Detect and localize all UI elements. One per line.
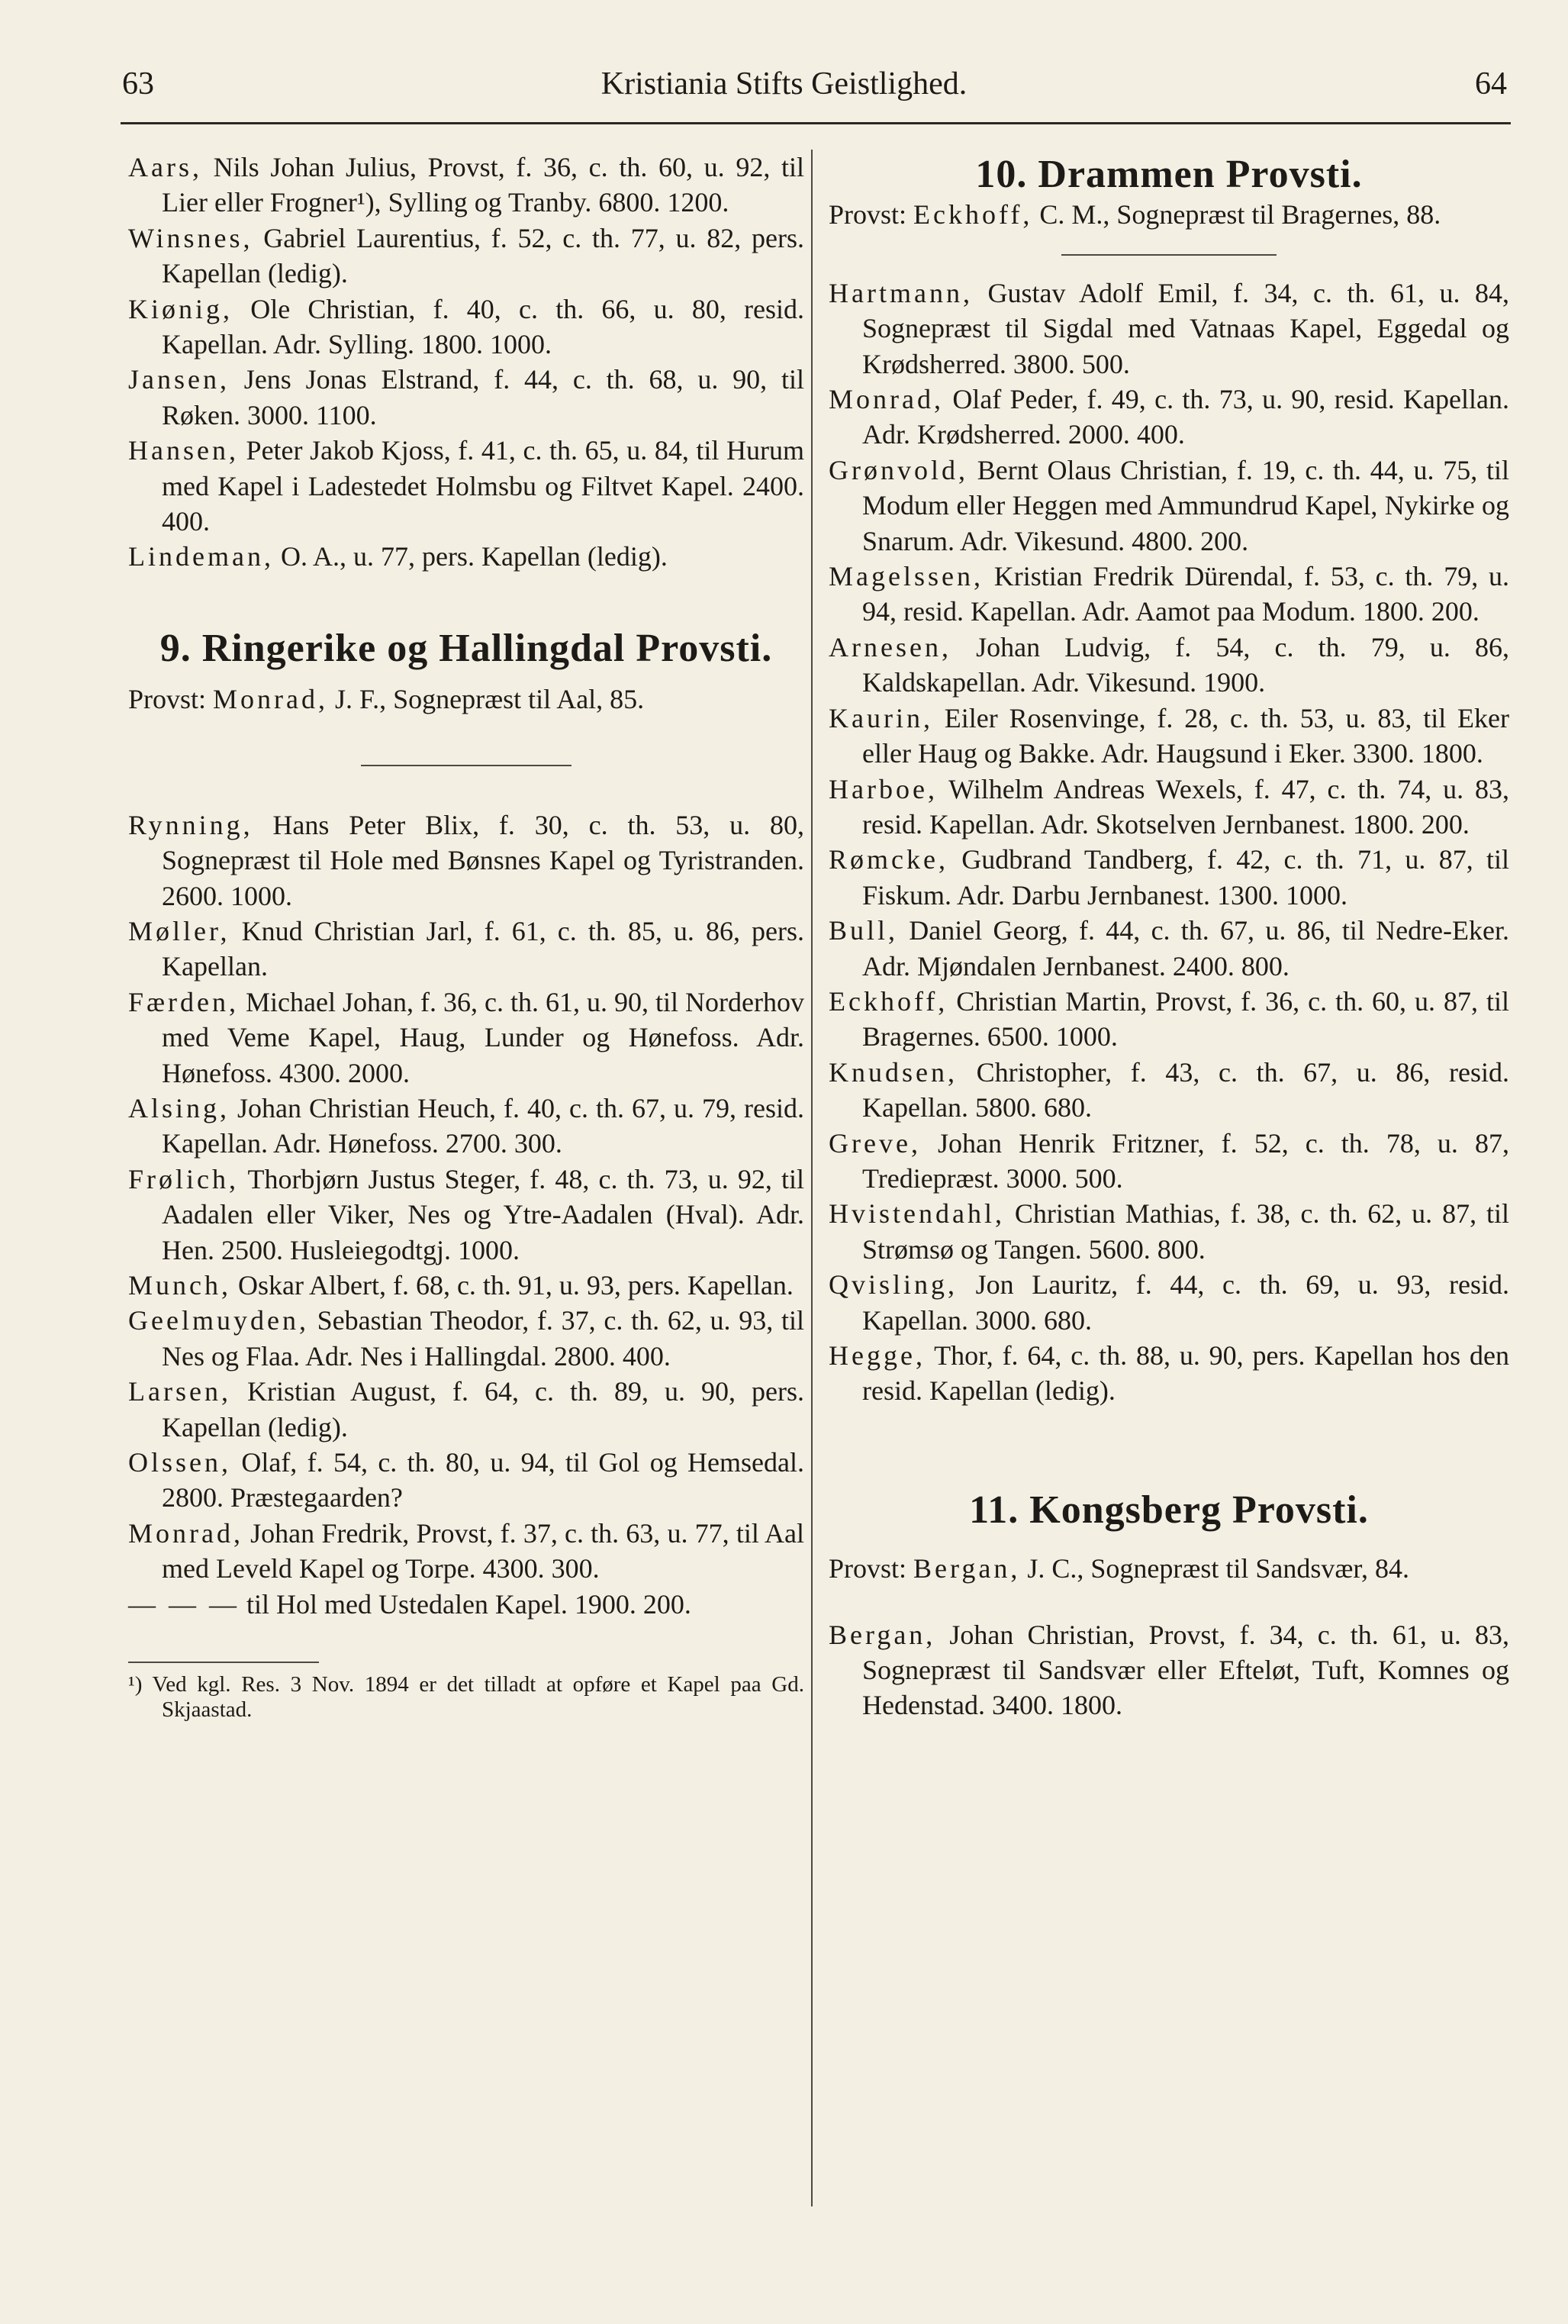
clergy-surname: Bergan, xyxy=(829,1619,936,1650)
clergy-entry xyxy=(829,913,1509,984)
entry-list-drammen-start xyxy=(128,150,804,575)
clergy-details: Thorbjørn Justus Steger, f. 48, c. th. 73, u. 92, til Aadalen eller Viker, Nes og Ytre-Aadalen (Hval). Adr. Hen. 2500. Husleiegodtgj. 1000. xyxy=(162,1163,804,1265)
clergy-details: Hans Peter Blix, f. 30, c. th. 53, u. 80, Sognepræst til Hole med Bønsnes Kapel og Tyristranden. 2600. 1000. xyxy=(162,809,804,911)
clergy-surname: Hartmann, xyxy=(829,277,973,308)
provst-label: Provst: xyxy=(829,199,907,230)
column-divider xyxy=(811,150,813,2206)
clergy-surname: — — — xyxy=(128,1588,240,1620)
clergy-details: Knud Christian Jarl, f. 61, c. th. 85, u. 86, pers. Kapellan. xyxy=(162,915,804,982)
clergy-entry xyxy=(829,1126,1509,1197)
clergy-surname: Jansen, xyxy=(128,364,230,395)
clergy-details: Christian Martin, Provst, f. 36, c. th. 60, u. 87, til Bragernes. 6500. 1000. xyxy=(862,985,1509,1052)
clergy-entry xyxy=(128,433,804,539)
clergy-entry xyxy=(829,772,1509,843)
left-column xyxy=(128,150,804,1723)
clergy-surname: Bull, xyxy=(829,915,899,946)
provst-line-11 xyxy=(829,1551,1509,1586)
clergy-surname: Olssen, xyxy=(128,1447,231,1478)
clergy-entry xyxy=(829,701,1509,772)
clergy-surname: Kaurin, xyxy=(829,702,933,733)
clergy-entry xyxy=(128,150,804,221)
clergy-details: Johan Fredrik, Provst, f. 37, c. th. 63, u. 77, til Aal med Leveld Kapel og Torpe. 4300. 300. xyxy=(162,1517,804,1584)
clergy-entry xyxy=(128,807,804,914)
clergy-surname: Alsing, xyxy=(128,1092,230,1123)
clergy-surname: Greve, xyxy=(829,1127,921,1159)
clergy-entry xyxy=(829,630,1509,701)
clergy-surname: Geelmuyden, xyxy=(128,1305,309,1336)
clergy-surname: Larsen, xyxy=(128,1376,231,1407)
clergy-details: Johan Christian, Provst, f. 34, c. th. 61, u. 83, Sognepræst til Sandsvær eller Efteløt, Tuft, Komnes og Hedenstad. 3400. 1800. xyxy=(862,1619,1509,1721)
clergy-details: Jens Jonas Elstrand, f. 44, c. th. 68, u. 90, til Røken. 3000. 1100. xyxy=(162,364,804,430)
clergy-details: Olaf, f. 54, c. th. 80, u. 94, til Gol og Hemsedal. 2800. Præstegaarden? xyxy=(162,1447,804,1513)
clergy-details: Kristian August, f. 64, c. th. 89, u. 90, pers. Kapellan (ledig). xyxy=(162,1376,804,1442)
clergy-surname: Rømcke, xyxy=(829,844,948,875)
clergy-surname: Hvistendahl, xyxy=(829,1198,1005,1230)
clergy-entry xyxy=(829,559,1509,630)
clergy-entry xyxy=(128,292,804,363)
clergy-surname: Qvisling, xyxy=(829,1269,958,1301)
entry-list-kongsberg xyxy=(829,1617,1509,1723)
clergy-surname: Arnesen, xyxy=(829,631,951,662)
clergy-details: Johan Henrik Fritzner, f. 52, c. th. 78, u. 87, Trediepræst. 3000. 500. xyxy=(862,1127,1509,1194)
clergy-entry xyxy=(128,362,804,433)
clergy-surname: Hansen, xyxy=(128,435,239,466)
right-column xyxy=(829,150,1509,1723)
clergy-surname: Møller, xyxy=(128,915,230,946)
section-heading-10: 10. Drammen Provsti. xyxy=(975,153,1363,196)
clergy-entry xyxy=(128,1303,804,1374)
clergy-surname: Lindeman, xyxy=(128,541,274,572)
provst-details: J. F., Sognepræst til Aal, 85. xyxy=(328,684,645,715)
clergy-details: Christopher, f. 43, c. th. 67, u. 86, resid. Kapellan. 5800. 680. xyxy=(862,1056,1509,1123)
clergy-details: Olaf Peder, f. 49, c. th. 73, u. 90, resid. Kapellan. Adr. Krødsherred. 2000. 400. xyxy=(862,384,1509,450)
clergy-entry xyxy=(829,276,1509,382)
clergy-entry xyxy=(829,1196,1509,1267)
provst-label: Provst: xyxy=(128,684,207,715)
clergy-surname: Frølich, xyxy=(128,1163,239,1194)
clergy-entry xyxy=(829,1617,1509,1723)
clergy-surname: Winsnes, xyxy=(128,222,253,253)
clergy-surname: Harboe, xyxy=(829,773,938,804)
section-heading-9: 9. Ringerike og Hallingdal Provsti. xyxy=(159,626,773,670)
clergy-details: Oskar Albert, f. 68, c. th. 91, u. 93, pers. Kapellan. xyxy=(231,1269,794,1301)
clergy-surname: Magelssen, xyxy=(829,561,984,592)
clergy-details: Gudbrand Tandberg, f. 42, c. th. 71, u. 87, til Fiskum. Adr. Darbu Jernbanest. 1300. 1000. xyxy=(862,844,1509,911)
clergy-entry xyxy=(128,1268,804,1303)
clergy-entry xyxy=(128,539,804,574)
entry-list-ringerike xyxy=(128,807,804,1622)
clergy-surname: Aars, xyxy=(128,152,202,182)
clergy-surname: Eckhoff, xyxy=(829,985,948,1017)
clergy-details: Gustav Adolf Emil, f. 34, c. th. 61, u. 84, Sognepræst til Sigdal med Vatnaas Kapel, Eggedal og Krødsherred. 3800. 500. xyxy=(862,277,1509,379)
clergy-entry xyxy=(128,221,804,292)
clergy-details: Christian Mathias, f. 38, c. th. 62, u. 87, til Strømsø og Tangen. 5600. 800. xyxy=(862,1198,1509,1265)
clergy-surname: Færden, xyxy=(128,986,239,1017)
clergy-surname: Kiønig, xyxy=(128,293,233,324)
clergy-entry xyxy=(128,1516,804,1587)
clergy-details: Peter Jakob Kjoss, f. 41, c. th. 65, u. 84, til Hurum med Kapel i Ladestedet Holmsbu og Filtvet Kapel. 2400. 400. xyxy=(162,435,804,537)
left-page-number: 63 xyxy=(122,66,154,102)
clergy-entry xyxy=(829,1267,1509,1338)
clergy-details: Wilhelm Andreas Wexels, f. 47, c. th. 74, u. 83, resid. Kapellan. Adr. Skotselven Jernbanest. 1800. 200. xyxy=(862,773,1509,840)
clergy-details: Jon Lauritz, f. 44, c. th. 69, u. 93, resid. Kapellan. 3000. 680. xyxy=(862,1269,1509,1336)
clergy-entry xyxy=(128,1091,804,1162)
clergy-details: Nils Johan Julius, Provst, f. 36, c. th. 60, u. 92, til Lier eller Frogner¹), Sylling og Tranby. 6800. 1200. xyxy=(162,152,804,218)
clergy-details: Eiler Rosenvinge, f. 28, c. th. 53, u. 83, til Eker eller Haug og Bakke. Adr. Haugsund i Eker. 3300. 1800. xyxy=(862,702,1509,769)
clergy-details: Daniel Georg, f. 44, c. th. 67, u. 86, til Nedre-Eker. Adr. Mjøndalen Jernbanest. 2400. 800. xyxy=(862,915,1509,981)
provst-details: C. M., Sognepræst til Bragernes, 88. xyxy=(1032,199,1441,230)
clergy-entry xyxy=(128,1374,804,1445)
clergy-entry xyxy=(829,842,1509,913)
section-heading-11: 11. Kongsberg Provsti. xyxy=(969,1488,1369,1532)
clergy-details: Sebastian Theodor, f. 37, c. th. 62, u. 93, til Nes og Flaa. Adr. Nes i Hallingdal. 2800. 400. xyxy=(162,1305,804,1372)
clergy-details: Ole Christian, f. 40, c. th. 66, u. 80, resid. Kapellan. Adr. Sylling. 1800. 1000. xyxy=(162,293,804,360)
clergy-entry xyxy=(829,984,1509,1055)
provst-name: Eckhoff, xyxy=(913,199,1033,230)
clergy-surname: Munch, xyxy=(128,1269,231,1301)
clergy-details: Michael Johan, f. 36, c. th. 61, u. 90, til Norderhov med Veme Kapel, Haug, Lunder og Hønefoss. Adr. Hønefoss. 4300. 2000. xyxy=(162,986,804,1088)
header-rule xyxy=(121,122,1511,124)
entry-list-drammen xyxy=(829,276,1509,1409)
clergy-surname: Rynning, xyxy=(128,809,253,840)
clergy-details: Johan Christian Heuch, f. 40, c. th. 67, u. 79, resid. Kapellan. Adr. Hønefoss. 2700. 300. xyxy=(162,1092,804,1159)
clergy-entry xyxy=(128,914,804,985)
clergy-surname: Knudsen, xyxy=(829,1056,958,1088)
running-title: Kristiania Stifts Geistlighed. xyxy=(600,66,968,102)
clergy-details: Gabriel Laurentius, f. 52, c. th. 77, u. 82, pers. Kapellan (ledig). xyxy=(162,222,804,289)
provst-name: Bergan, xyxy=(913,1553,1021,1584)
provst-details: J. C., Sognepræst til Sandsvær, 84. xyxy=(1020,1553,1409,1584)
clergy-details: Thor, f. 64, c. th. 88, u. 90, pers. Kapellan hos den resid. Kapellan (ledig). xyxy=(862,1340,1509,1407)
footnote: ¹) Ved kgl. Res. 3 Nov. 1894 er det tilladt at opføre et Kapel paa Gd. Skjaastad. xyxy=(128,1672,804,1723)
provst-name: Monrad, xyxy=(213,684,329,715)
clergy-entry xyxy=(128,1445,804,1516)
provst-line-9 xyxy=(128,682,804,717)
clergy-entry xyxy=(829,1338,1509,1409)
clergy-entry xyxy=(829,382,1509,453)
clergy-entry xyxy=(128,985,804,1091)
clergy-surname: Hegge, xyxy=(829,1340,926,1371)
clergy-surname: Monrad, xyxy=(128,1517,243,1549)
clergy-details: O. A., u. 77, pers. Kapellan (ledig). xyxy=(273,541,668,572)
clergy-entry xyxy=(128,1162,804,1268)
clergy-surname: Grønvold, xyxy=(829,454,968,485)
clergy-details: til Hol med Ustedalen Kapel. 1900. 200. xyxy=(240,1588,691,1620)
clergy-entry xyxy=(829,1055,1509,1126)
clergy-details: Kristian Fredrik Dürendal, f. 53, c. th. 79, u. 94, resid. Kapellan. Adr. Aamot paa Modum. 1800. 200. xyxy=(862,561,1509,627)
provst-label: Provst: xyxy=(829,1553,907,1584)
clergy-surname: Monrad, xyxy=(829,384,944,415)
clergy-entry xyxy=(128,1587,804,1622)
clergy-details: Johan Ludvig, f. 54, c. th. 79, u. 86, Kaldskapellan. Adr. Vikesund. 1900. xyxy=(862,631,1509,698)
right-page-number: 64 xyxy=(1475,66,1507,102)
clergy-entry xyxy=(829,453,1509,559)
clergy-details: Bernt Olaus Christian, f. 19, c. th. 44, u. 75, til Modum eller Heggen med Ammundrud Kapel, Nykirke og Snarum. Adr. Vikesund. 4800. 200. xyxy=(862,454,1509,556)
provst-line-10 xyxy=(829,197,1509,232)
